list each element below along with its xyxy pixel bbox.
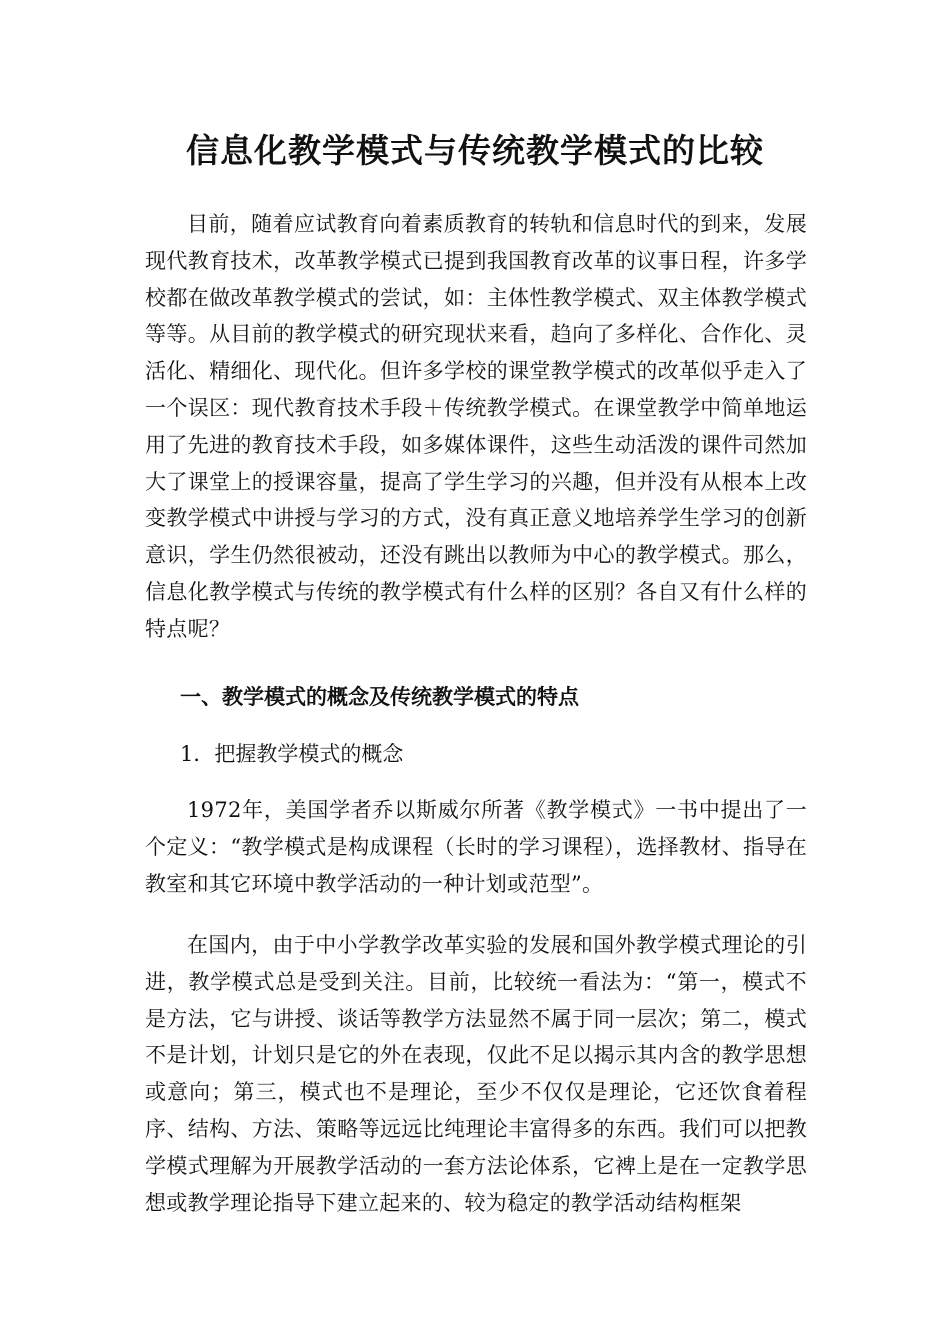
- subsection-heading: 1．把握教学模式的概念: [180, 742, 404, 766]
- section-heading: 一、教学模式的概念及传统教学模式的特点: [180, 684, 579, 709]
- definition-paragraph: 1972年，美国学者乔以斯威尔所著《教学模式》一书中提出了一个定义：“教学模式是构成课程（长时的学习课程），选择教材、指导在教室和其它环境中教学活动的一种计划或范型”。: [145, 798, 807, 896]
- document-title: 信息化教学模式与传统教学模式的比较: [186, 131, 764, 170]
- domestic-view-paragraph: 在国内，由于中小学教学改革实验的发展和国外教学模式理论的引进，教学模式总是受到关注。目前，比较统一看法为：“第一，模式不是方法，它与讲授、谈话等教学方法显然不属于同一层次；第二，模式不是计划，计划只是它的外在表现，仅此不足以揭示其内含的教学思想或意向；第三，模式也不是理论，至少不仅仅是理论，它还饮食着程序、结构、方法、策略等远远比纯理论丰富得多的东西。我们可以把教学模式理解为开展教学活动的一套方法论体系，它裨上是在一定教学思想或教学理论指导下建立起来的、较为稳定的教学活动结构框架: [145, 933, 807, 1215]
- intro-paragraph: 目前，随着应试教育向着素质教育的转轨和信息时代的到来，发展现代教育技术，改革教学模式已提到我国教育改革的议事日程，许多学校都在做改革教学模式的尝试，如：主体性教学模式、双主体教学模式等等。从目前的教学模式的研究现状来看，趋向了多样化、合作化、灵活化、精细化、现代化。但许多学校的课堂教学模式的改革似乎走入了一个误区：现代教育技术手段＋传统教学模式。在课堂教学中简单地运用了先进的教育技术手段，如多媒体课件，这些生动活泼的课件司然加大了课堂上的授课容量，提高了学生学习的兴趣，但并没有从根本上改变教学模式中讲授与学习的方式，没有真正意义地培养学生学习的创新意识，学生仍然很被动，还没有跳出以教师为中心的教学模式。那么，信息化教学模式与传统的教学模式有什么样的区别？各自又有什么样的特点呢？: [145, 212, 807, 641]
